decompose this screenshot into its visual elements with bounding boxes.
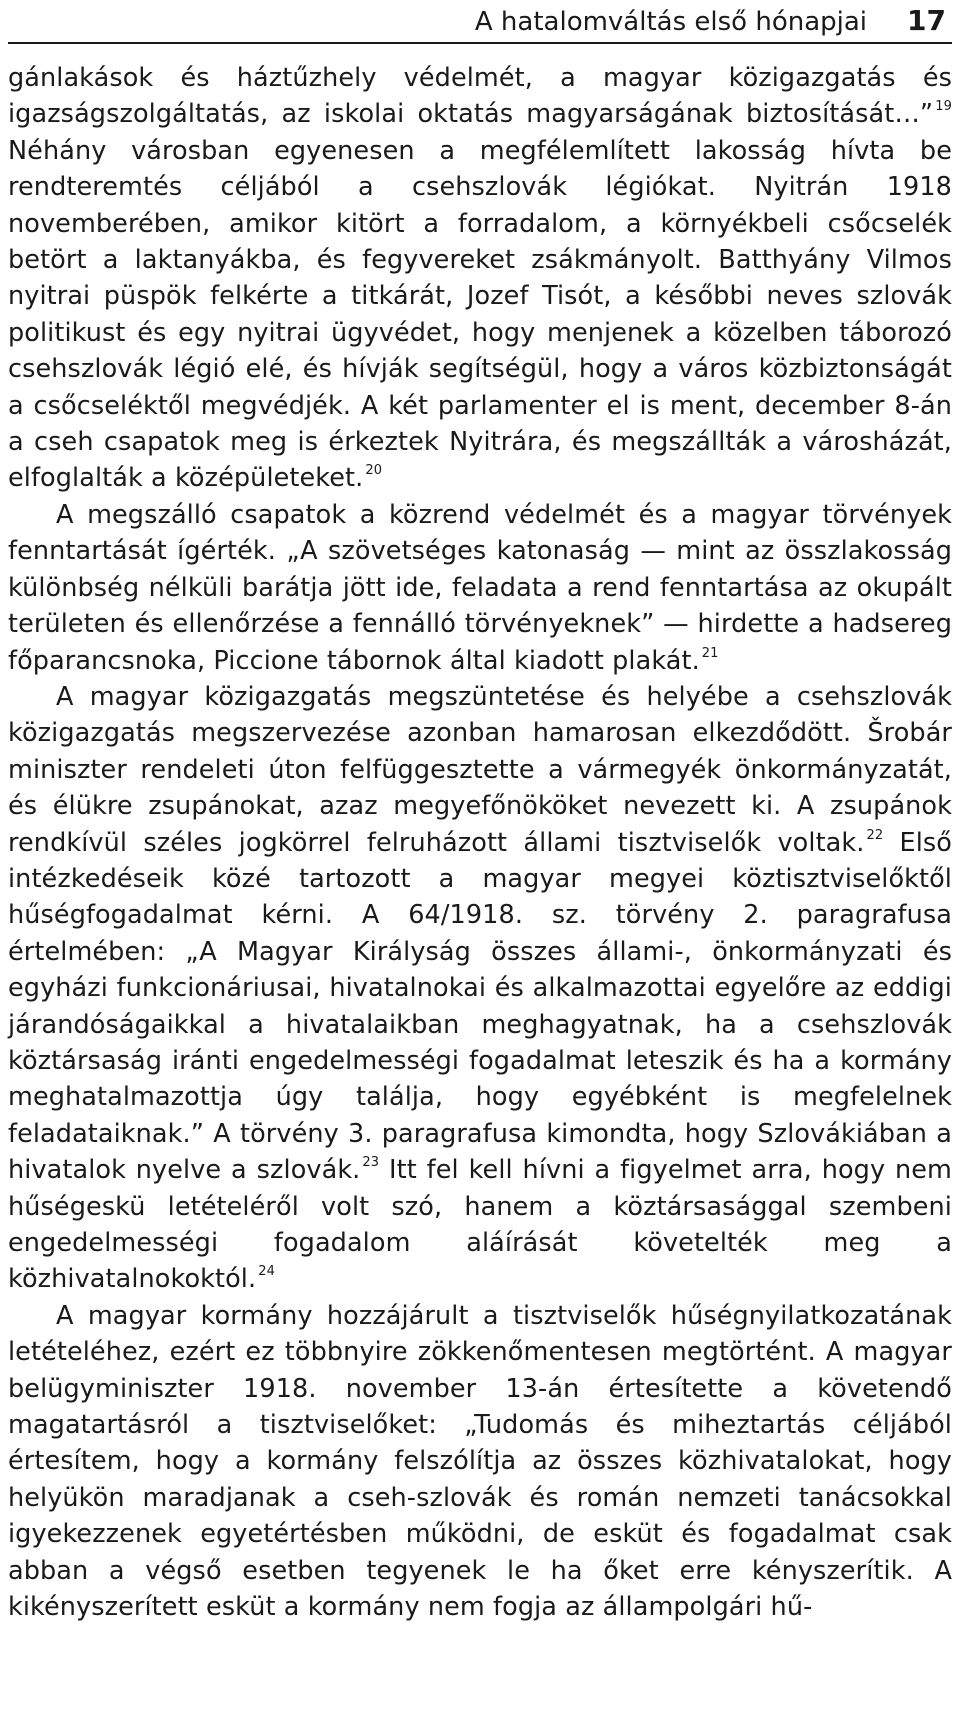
- running-title: A hatalomváltás első hónapjai: [474, 7, 868, 37]
- text-run: gánlakások és háztűzhely védelmét, a magyar közigazgatás és igazságszolgáltatás, az iskolai oktatás magyarságának biztosítását…”: [8, 63, 952, 130]
- text-run: Néhány városban egyenesen a megfélemlített lakosság hívta be rendteremtés céljából a csehszlovák légiókat. Nyitrán 1918 novemberében, amikor kitört a forradalom, a környékbeli csőcselék betört a laktanyákba, és fegyvereket zsákmányolt. Batthyány Vilmos nyitrai püspök felkérte a titkárát, Jozef Tisót, a későbbi neves szlovák politikust és egy nyitrai ügyvédet, hogy menjenek a közelben táborozó csehszlovák légió elé, és hívják segítségül, hogy a város közbiztonságát a csőcseléktől megvédjék. A két parlamenter el is ment, december 8-án a cseh csapatok meg is érkeztek Nyitrára, és megszállták a városházát, elfoglalták a középületeket.: [8, 135, 952, 494]
- footnote-ref: 22: [866, 827, 884, 843]
- page-header: [8, 0, 952, 44]
- footnote-ref: 19: [935, 99, 952, 115]
- text-run: Első intézkedéseik közé tartozott a magyar megyei köztisztviselőktől hűségfogadalmat kérni. A 64/1918. sz. törvény 2. paragrafusa értelmében: „A Magyar Királyság összes állami-, önkormányzati és egyházi funkcionáriusai, hivatalnokai és alkalmazottai egyelőre az eddigi járandóságaikkal a hivatalaikban meghagyatnak, ha a csehszlovák köztársaság iránti engedelmességi fogadalmat leteszik és ha a kormány meghatalmazottja úgy találja, hogy egyébként is megfelelnek feladataiknak.” A törvény 3. paragrafusa kimondta, hogy Szlovákiában a hivatalok nyelve a szlovák.: [8, 827, 952, 1186]
- text-run: A magyar közigazgatás megszüntetése és helyébe a csehszlovák közigazgatás megszervezése azonban hamarosan elkezdődött. Šrobár miniszter rendeleti úton felfüggesztette a vármegyék önkormányzatát, és élükre zsupánokat, azaz megyefőnököket nevezett ki. A zsupánok rendkívül széles jogkörrel felruházott állami tisztviselők voltak.: [8, 681, 952, 858]
- footnote-ref: 24: [258, 1264, 275, 1280]
- text-run: A megszálló csapatok a közrend védelmét és a magyar törvények fenntartását ígérték. „A szövetséges katonaság — mint az összlakosság különbség nélküli barátja jött ide, feladata a rend fenntartása az okupált területen és ellenőrzése a fennálló törvényeknek” — hirdette a hadsereg főparancsnoka, Piccione tábornok által kiadott plakát.: [8, 499, 952, 676]
- footnote-ref: 21: [701, 645, 719, 661]
- footnote-ref: 20: [365, 463, 383, 479]
- text-run: A magyar kormány hozzájárult a tisztviselők hűségnyilatkozatának letételéhez, ezért ez többnyire zökkenőmentesen megtörtént. A magyar belügyminiszter 1918. november 13-án értesítette a követendő magatartásról a tisztviselőket: „Tudomás és miheztartás céljából értesítem, hogy a kormány felszólítja az összes közhivatalokat, hogy helyükön maradjanak a cseh-szlovák és román nemzeti tanácsokkal igyekezzenek egyetértésben működni, de esküt és fogadalmat csak abban a végső esetben tegyenek le ha őket erre kényszerítik. A kikényszerített esküt a kormány nem fogja az állampolgári hű-: [8, 1300, 952, 1623]
- paragraph-2: [8, 497, 952, 679]
- paragraph-1: [8, 60, 952, 497]
- footnote-ref: 23: [362, 1155, 380, 1171]
- body-text: [8, 44, 952, 1625]
- text-run: Itt fel kell hívni a figyelmet arra, hogy nem hűségeskü letételéről volt szó, hanem a köztársasággal szembeni engedelmességi fogadalom aláírását követelték meg a közhivatalnokoktól.: [8, 1155, 952, 1295]
- paragraph-3: [8, 679, 952, 1298]
- paragraph-4: [8, 1298, 952, 1626]
- page-number: 17: [907, 4, 946, 37]
